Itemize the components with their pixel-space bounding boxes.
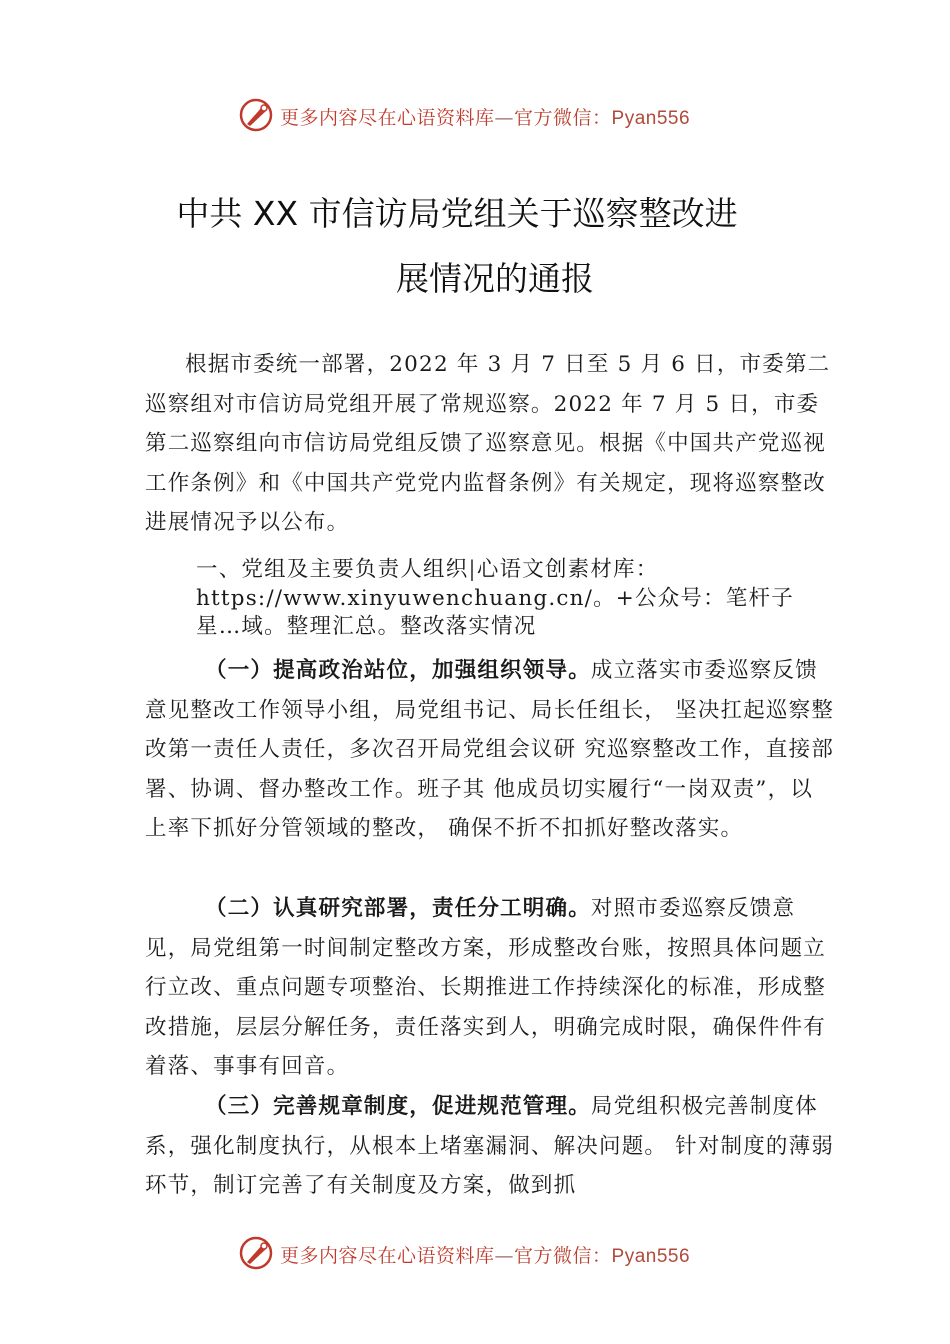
pen-nib-logo-icon bbox=[238, 1235, 274, 1271]
subsection1-paragraph bbox=[145, 651, 835, 849]
subsection2-body: 对照市委巡察反馈意见，局党组第一时间制定整改方案，形成整改台账，按照具体问题立行立改、重点问题专项整治、长期推进工作持续深化的标准，形成整改措施，层层分解任务，责任落实到人，明确完成时限，确保件件有着落、事事有回音。 bbox=[145, 896, 827, 1079]
subsection1-lead: （一）提高政治站位，加强组织领导。 bbox=[205, 658, 591, 683]
watermark-handle: Pyan556 bbox=[611, 1246, 691, 1267]
subsection1-body: 成立落实市委巡察反馈意见整改工作领导小组，局党组书记、局长任组长， 坚决扛起巡察整改第一责任人责任，多次召开局党组会议研 究巡察整改工作，直接部署、协调、督办整改工作。班子其 他成员切实履行“一岗双责”，以上率下抓好分管领域的整改， 确保不折不扣抓好整改落实。 bbox=[145, 658, 835, 841]
watermark-wechat-label: 官方微信： bbox=[514, 107, 612, 129]
section1-heading-start: 一、党组及主要负责人组织 bbox=[196, 557, 469, 582]
watermark-text bbox=[280, 1241, 690, 1268]
watermark-wechat-label: 官方微信： bbox=[514, 1245, 612, 1267]
subsection2-paragraph bbox=[145, 889, 835, 1087]
subsection3-lead: （三）完善规章制度，促进规范管理。 bbox=[205, 1094, 591, 1119]
watermark-text bbox=[280, 103, 690, 130]
header-watermark bbox=[0, 95, 950, 135]
subsection3-body: 局党组积极完善制度体系，强化制度执行，从根本上堵塞漏洞、解决问题。 针对制度的薄弱环节，制订完善了有关制度及方案，做到抓 bbox=[145, 1094, 835, 1198]
subsection3-paragraph bbox=[145, 1087, 835, 1206]
watermark-handle: Pyan556 bbox=[611, 108, 691, 129]
document-title-line2: 展情况的通报 bbox=[396, 259, 594, 298]
document-title-line1: 中共 XX 市信访局党组关于巡察整改进 bbox=[176, 194, 738, 233]
section1-heading-rest: 心语文创素材库：https://www.xinyuwenchuang.cn/。+公众号：笔杆子星…域。整理汇总。整改落实情况 bbox=[196, 557, 794, 639]
intro-paragraph: 根据市委统一部署，2022 年 3 月 7 日至 5 月 6 日，市委第二巡察组对市信访局党组开展了常规巡察。2022 年 7 月 5 日，市委第二巡察组向市信访局党组反馈了巡察意见。根据《中国共产党巡视工作条例》和《中国共产党党内监督条例》有关规定，现将巡察整改进展情况予以公布。 bbox=[145, 352, 831, 535]
watermark-brand: 更多内容尽在心语资料库 bbox=[280, 107, 495, 129]
watermark-separator: — bbox=[494, 1245, 515, 1267]
footer-watermark bbox=[0, 1233, 950, 1273]
watermark-separator: — bbox=[494, 107, 515, 129]
subsection2-lead: （二）认真研究部署，责任分工明确。 bbox=[205, 896, 591, 921]
watermark-brand: 更多内容尽在心语资料库 bbox=[280, 1245, 495, 1267]
section1-separator: | bbox=[468, 557, 477, 582]
section1-heading bbox=[196, 556, 824, 642]
pen-nib-logo-icon bbox=[238, 97, 274, 133]
